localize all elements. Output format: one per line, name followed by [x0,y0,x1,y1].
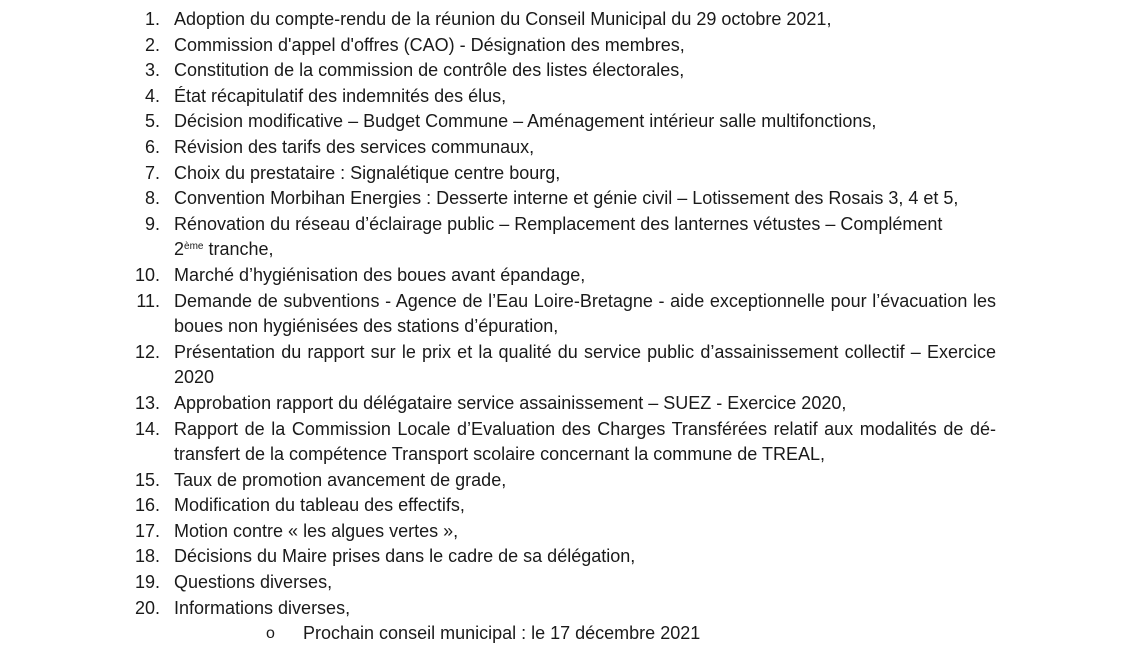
agenda-item-13 [0,391,1134,417]
agenda-list [0,7,1134,647]
item-text: Révision des tarifs des services communaux, [174,136,535,157]
agenda-item-11 [0,289,1134,340]
item-text: État récapitulatif des indemnités des élus, [174,85,507,106]
item-text: Présentation du rapport sur le prix et la qualité du service public d’assainissement collectif – Exercice 2020 [174,341,996,388]
item-text: Marché d’hygiénisation des boues avant épandage, [174,264,586,285]
agenda-item-4 [0,84,1134,110]
item-text: Modification du tableau des effectifs, [174,495,465,516]
item-number: 14. [134,418,160,439]
item-number: 7. [144,162,160,183]
item-text: Convention Morbihan Energies : Desserte interne et génie civil – Lotissement des Rosais 3, 4 et 5, [174,188,959,209]
item-text: Adoption du compte-rendu de la réunion du Conseil Municipal du 29 octobre 2021, [174,9,832,29]
sub-item-text: Prochain conseil municipal : le 17 décembre 2021 [303,623,701,644]
item-number: 6. [144,136,160,157]
agenda-item-10 [0,263,1134,289]
agenda-item-15 [0,468,1134,494]
item-text: Motion contre « les algues vertes », [174,520,459,541]
agenda-item-19 [0,570,1134,596]
ordinal-number: 2 [174,239,185,260]
item-number: 18. [134,546,160,567]
item-number: 3. [144,60,160,81]
item-number: 15. [134,469,160,490]
item-text: Informations diverses, [174,597,351,618]
agenda-item-8 [0,186,1134,212]
agenda-item-7 [0,161,1134,187]
item-text: Décisions du Maire prises dans le cadre de sa délégation, [174,546,636,567]
item-text: Commission d'appel d'offres (CAO) - Désignation des membres, [174,34,685,55]
item-number: 20. [134,597,160,618]
agenda-item-2 [0,33,1134,59]
agenda-item-3 [0,58,1134,84]
item-text: Approbation rapport du délégataire service assainissement – SUEZ - Exercice 2020, [174,392,847,413]
agenda-item-6 [0,135,1134,161]
item-number: 12. [134,341,160,362]
item-number: 19. [134,572,160,593]
item-text: Choix du prestataire : Signalétique centre bourg, [174,162,561,183]
agenda-item-16 [0,493,1134,519]
agenda-item-5 [0,109,1134,135]
agenda-item-14 [0,417,1134,468]
item-number: 2. [144,34,160,55]
agenda-item-17 [0,519,1134,545]
item-text: Demande de subventions - Agence de l’Eau Loire-Bretagne - aide exceptionnelle pour l’évacuation les boues non hygiénisées des stations d’épuration, [174,290,996,337]
item-number: 13. [134,392,160,413]
ordinal-suffix: ème [184,241,204,253]
item-number: 4. [144,85,160,106]
item-text: Rapport de la Commission Locale d’Evaluation des Charges Transférées relatif aux modalités de dé-transfert de la compétence Transport scolaire concernant la commune de TREAL, [174,418,996,465]
agenda-item-1 [0,7,1134,33]
hollow-circle-bullet-icon: o [266,625,275,643]
item-number: 1. [144,9,160,29]
item-text-line-2 [174,237,996,263]
agenda-item-20 [0,596,1134,622]
item-text-tail: tranche, [203,239,274,260]
agenda-item-9 [0,212,1134,263]
agenda-item-18 [0,544,1134,570]
item-number: 9. [144,213,160,234]
item-text: Taux de promotion avancement de grade, [174,469,507,490]
item-number: 16. [134,495,160,516]
item-number: 11. [136,290,160,311]
item-text: Constitution de la commission de contrôle des listes électorales, [174,60,685,81]
item-number: 17. [134,520,160,541]
item-number: 5. [144,111,160,132]
item-text-line-1: Rénovation du réseau d’éclairage public – Remplacement des lanternes vétustes – Complément [174,213,943,234]
item-number: 8. [144,188,160,209]
item-text: Questions diverses, [174,572,333,593]
agenda-sub-item [0,621,1134,647]
item-text: Décision modificative – Budget Commune – Aménagement intérieur salle multifonctions, [174,111,877,132]
agenda-item-12 [0,340,1134,391]
item-number: 10. [134,264,160,285]
